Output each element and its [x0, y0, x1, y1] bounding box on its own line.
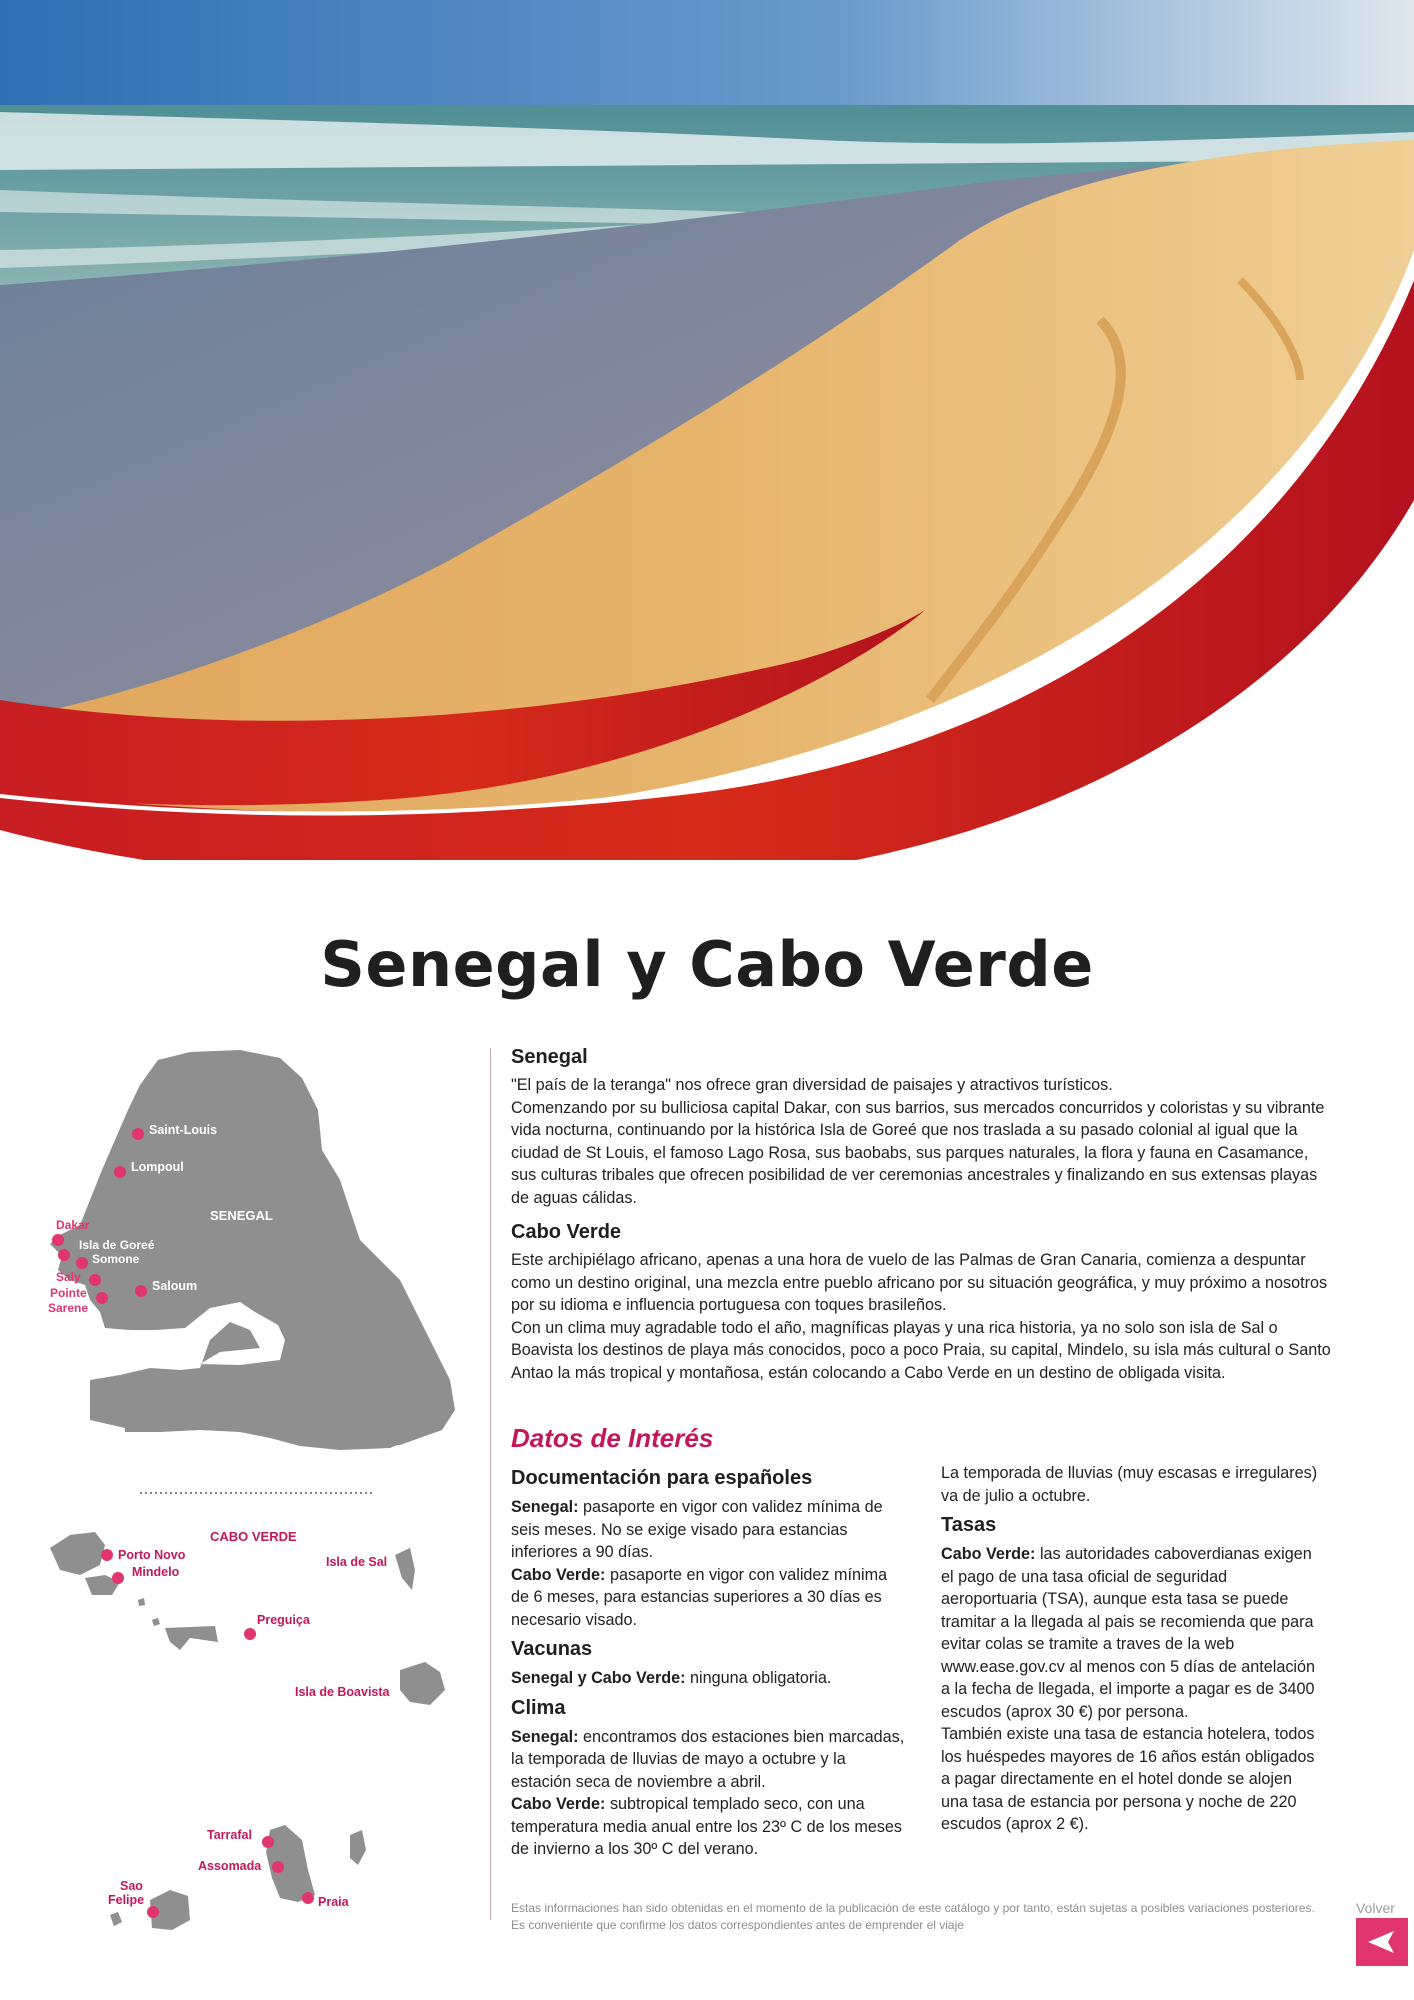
map-place-isla-de-boavista: Isla de Boavista	[295, 1685, 390, 1699]
vacunas-heading: Vacunas	[511, 1638, 593, 1660]
map-place-porto-novo: Porto Novo	[118, 1548, 186, 1562]
senegal-paragraph: "El país de la teranga" nos ofrece gran diversidad de paisajes y atractivos turísticos.	[511, 1076, 1113, 1094]
map-place-saint-louis: Saint-Louis	[149, 1123, 218, 1137]
info-text: pasaporte en vigor con validez mínima de seis meses. No se exige visado para estancias inferiores a 90 días.	[511, 1498, 883, 1561]
info-label: Cabo Verde:	[511, 1795, 606, 1813]
senegal-section	[511, 1044, 1336, 1209]
hero-beach-photo	[0, 0, 1414, 890]
map-place-assomada: Assomada	[198, 1859, 262, 1873]
info-text: subtropical templado seco, con una temperatura media anual entre los 23º C de los meses de invierno a los 30º C del verano.	[511, 1795, 903, 1858]
cabo-verde-paragraph: Con un clima muy agradable todo el año, magníficas playas y una rica historia, ya no solo son isla de Sal o Boavista los destinos de playa más conocidos, poco a poco Praia, su capital, Mindelo, su isla más cultural o Santo Antao la más tropical y montañosa, están colocando a Cabo Verde en un destino de obligada visita.	[511, 1318, 1331, 1382]
map-place-sarene: Sarene	[48, 1301, 89, 1315]
map-place-lompoul: Lompoul	[131, 1160, 184, 1174]
datos-left-column	[511, 1466, 909, 1867]
vacunas-info	[511, 1667, 909, 1690]
clima-info	[511, 1726, 909, 1861]
map-place-preguica: Preguiça	[257, 1613, 310, 1627]
info-text: las autoridades caboverdianas exigen el pago de una tasa oficial de seguridad aeroportuaria (TSA), aunque esta tasa se puede tramitar a la llegada al pais se recomienda que para evitar colas se tramite a traves de la web www.ease.gov.cv al menos con 5 días de antelación a la fecha de llegada, el importe a pagar es de 3400 escudos (aprox 30 €) por persona.	[941, 1545, 1316, 1721]
map-place-sao: Sao	[120, 1879, 143, 1893]
info-label: Senegal y Cabo Verde:	[511, 1669, 686, 1687]
map-place-isla-de-sal: Isla de Sal	[326, 1555, 388, 1569]
map-place-mindelo: Mindelo	[132, 1565, 180, 1579]
map-label-cabo-verde: CABO VERDE	[210, 1529, 297, 1544]
info-label: Cabo Verde:	[941, 1545, 1036, 1563]
map-place-goree: Isla de Goreé	[79, 1238, 155, 1252]
destination-map	[40, 1030, 480, 1930]
destination-descriptions	[511, 1044, 1336, 1384]
cabo-verde-heading: Cabo Verde	[511, 1221, 622, 1243]
map-place-saloum: Saloum	[152, 1279, 198, 1293]
documentacion-heading: Documentación para españoles	[511, 1467, 813, 1489]
cabo-verde-section	[511, 1219, 1336, 1384]
info-label: Senegal:	[511, 1498, 579, 1516]
map-place-saly: Saly	[56, 1270, 81, 1284]
senegal-paragraph: Comenzando por su bulliciosa capital Dakar, con sus barrios, sus mercados concurridos y coloristas y su vibrante vida nocturna, continuando por la histórica Isla de Goreé que nos traslada a su pasado colonial al igual que la ciudad de St Louis, el famoso Lago Rosa, sus baobabs, sus parques naturales, la flora y fauna en Casamance, sus culturas tribales que ofrecen posibilidad de ver ceremonias ancestrales y finalizando en sus extensas playas de aguas cálidas.	[511, 1098, 1325, 1207]
documentacion-info	[511, 1496, 909, 1631]
map-place-tarrafal: Tarrafal	[207, 1828, 252, 1842]
tasas-heading: Tasas	[941, 1514, 997, 1536]
clima-heading: Clima	[511, 1696, 566, 1719]
map-place-felipe: Felipe	[108, 1893, 145, 1907]
info-text: encontramos dos estaciones bien marcadas, la temporada de lluvias de mayo a octubre y la estación seca de noviembre a abril.	[511, 1727, 905, 1791]
senegal-heading: Senegal	[511, 1046, 588, 1068]
map-place-somone: Somone	[92, 1252, 140, 1266]
info-label: Cabo Verde:	[511, 1565, 606, 1584]
info-label: Senegal:	[511, 1727, 579, 1746]
cabo-verde-paragraph: Este archipiélago africano, apenas a una hora de vuelo de las Palmas de Gran Canaria, comienza a despuntar como un destino original, una mezcla entre pueblo africano por su situación geográfica, y muy próximo a nosotros por su idioma e influencia portuguesa con toques brasileños.	[511, 1251, 1328, 1314]
info-text: pasaporte en vigor con validez mínima de 6 meses, para estancias superiores a 30 días es necesario visado.	[511, 1565, 888, 1629]
back-button[interactable]	[1356, 1918, 1408, 1966]
lluvias-info: La temporada de lluvias (muy escasas e irregulares) va de julio a octubre.	[941, 1464, 1318, 1505]
info-text: ninguna obligatoria.	[690, 1669, 832, 1687]
map-place-dakar: Dakar	[56, 1218, 90, 1232]
page-title: Senegal y Cabo Verde	[320, 928, 1094, 1001]
map-place-pointe: Pointe	[50, 1286, 87, 1300]
datos-right-column	[941, 1462, 1321, 1842]
disclaimer-note: Estas informaciones han sido obtenidas en el momento de la publicación de este catálogo y por tanto, están sujetas a posibles variaciones posteriores. Es conveniente que confirme los datos correspondientes antes de emprender el viaje	[511, 1901, 1315, 1932]
column-divider	[490, 1048, 491, 1920]
back-arrow-icon	[1356, 1918, 1408, 1966]
datos-de-interes-title: Datos de Interés	[511, 1423, 714, 1453]
info-text: También existe una tasa de estancia hotelera, todos los huéspedes mayores de 16 años están obligados a pagar directamente en el hotel donde se alojen una tasa de estancia por persona y noche de 220 escudos (aprox 2 €).	[941, 1725, 1315, 1833]
tasas-info	[941, 1543, 1321, 1836]
back-label[interactable]: Volver	[1356, 1900, 1395, 1916]
map-label-senegal: SENEGAL	[210, 1208, 273, 1223]
map-place-praia: Praia	[318, 1895, 349, 1909]
